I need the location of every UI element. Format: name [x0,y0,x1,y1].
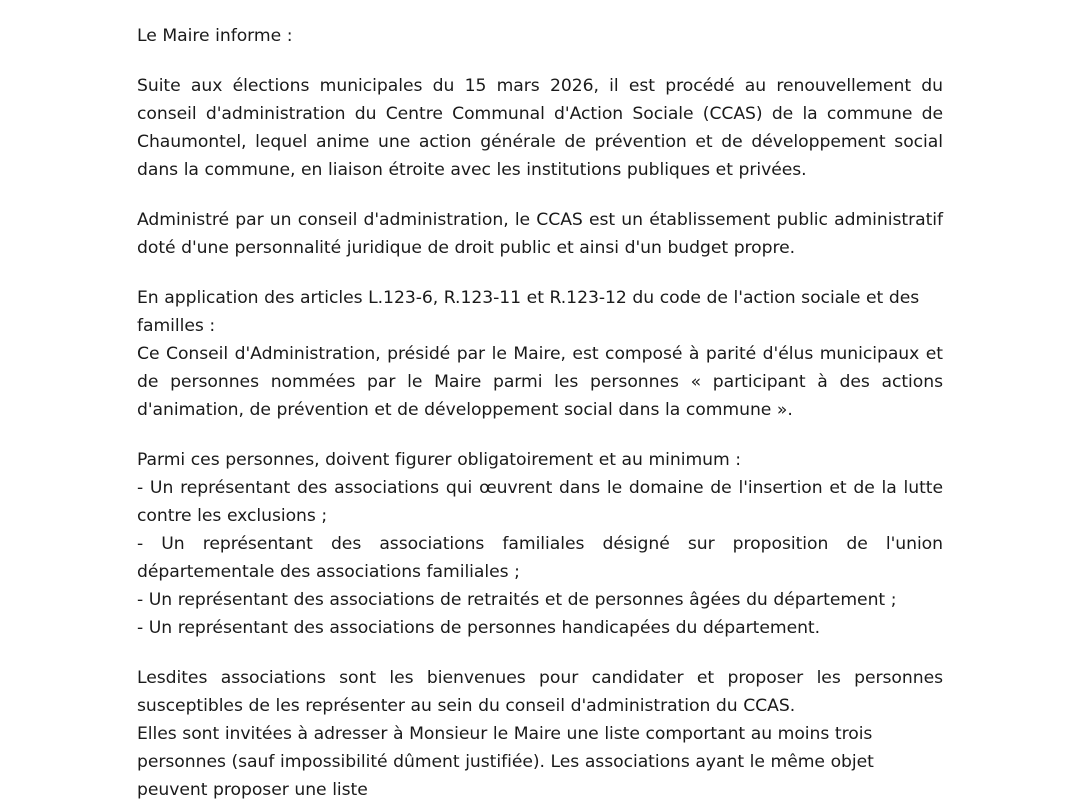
spacer [137,424,943,446]
list-item: - Un représentant des associations familiales désigné sur proposition de l'union départementale des associations familiales ; [137,534,943,582]
spacer [137,642,943,664]
spacer [137,262,943,284]
document-heading: Le Maire informe : [137,26,293,46]
list-intro-obligatoire: Parmi ces personnes, doivent figurer obligatoirement et au minimum : [137,450,742,470]
document-text-column [137,22,943,804]
paragraph-articles-intro: En application des articles L.123-6, R.123-11 et R.123-12 du code de l'action sociale et des familles : [137,288,920,336]
paragraph-liste-trois-personnes: Elles sont invitées à adresser à Monsieur le Maire une liste comportant au moins trois personnes (sauf impossibilité dûment justifiée). Les associations ayant le même objet peuvent proposer une liste [137,724,874,800]
list-item: - Un représentant des associations de retraités et de personnes âgées du département ; [137,590,897,610]
paragraph-composition-conseil: Ce Conseil d'Administration, présidé par le Maire, est composé à parité d'élus municipaux et de personnes nommées par le Maire parmi les personnes « participant à des actions d'animation, de prévention et de développement social dans la commune ». [137,344,943,420]
spacer [137,50,943,72]
paragraph-associations-bienvenues: Lesdites associations sont les bienvenues pour candidater et proposer les personnes susceptibles de les représenter au sein du conseil d'administration du CCAS. [137,668,943,716]
paragraph-etablissement-public: Administré par un conseil d'administration, le CCAS est un établissement public administratif doté d'une personnalité juridique de droit public et ainsi d'un budget propre. [137,210,943,258]
list-item: - Un représentant des associations qui œuvrent dans le domaine de l'insertion et de la lutte contre les exclusions ; [137,478,943,526]
list-item: - Un représentant des associations de personnes handicapées du département. [137,618,821,638]
spacer [137,184,943,206]
paragraph-renouvellement-conseil: Suite aux élections municipales du 15 mars 2026, il est procédé au renouvellement du conseil d'administration du Centre Communal d'Action Sociale (CCAS) de la commune de Chaumontel, lequel anime une action générale de prévention et de développement social dans la commune, en liaison étroite avec les institutions publiques et privées. [137,76,943,180]
